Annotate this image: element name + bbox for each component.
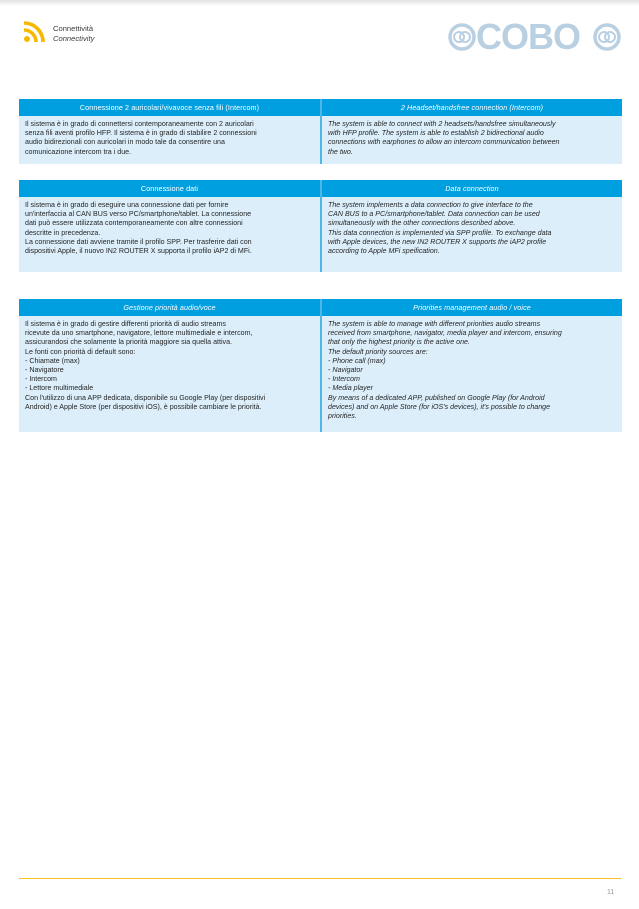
body-text-line: La connessione dati avviene tramite il profilo SPP. Per trasferire dati con	[25, 237, 252, 246]
body-text-line: Android) e Apple Store (per dispositivi iOS), è possibile cambiare le priorità.	[25, 402, 262, 411]
body-text-line: ricevute da uno smartphone, navigatore, lettore multimediale e intercom,	[25, 329, 253, 338]
body-text-line: the two.	[328, 147, 353, 156]
table-header-english: 2 Headset/handsfree connection (Intercom)	[320, 99, 622, 116]
body-text-line: - Lettore multimediale	[25, 384, 94, 393]
table-header-italian: Connessione 2 auricolari/vivavoce senza fili (Intercom)	[19, 99, 320, 116]
body-text-line: connections with earphones to allow an intercom communication between	[328, 138, 560, 147]
section-title	[53, 24, 94, 43]
body-text-line: dati può essere utilizzata contemporaneamente con altre connessioni	[25, 219, 243, 228]
body-text-line: audio bidirezionali con auricolari in modo tale da consentire una	[25, 138, 225, 147]
spec-table-data-connection	[19, 180, 622, 272]
body-text-line: CAN BUS to a PC/smartphone/tablet. Data connection can be used	[328, 210, 540, 219]
table-header-english: Priorities management audio / voice	[320, 299, 622, 316]
body-text-line: - Chiamate (max)	[25, 356, 80, 365]
table-body-english	[320, 197, 622, 272]
body-text-line: received from smartphone, navigator, media player and intercom, ensuring	[328, 329, 562, 338]
section-title-italian: Connettività	[53, 24, 94, 33]
body-text-line: un'interfaccia al CAN BUS verso PC/smartphone/tablet. La connessione	[25, 210, 252, 219]
body-text-line: By means of a dedicated APP, published on Google Play (for Android	[328, 393, 545, 402]
body-text-line: - Intercom	[328, 375, 360, 384]
table-header-italian: Connessione dati	[19, 180, 320, 197]
cobo-logo	[448, 16, 621, 57]
body-text-line: Il sistema è in grado di eseguire una connessione dati per fornire	[25, 201, 229, 209]
section-title-english: Connectivity	[53, 33, 95, 43]
body-text-line: Con l'utilizzo di una APP dedicata, disponibile su Google Play (per dispositivi	[25, 393, 266, 402]
table-body-italian	[19, 116, 320, 164]
body-text-line: Il sistema è in grado di gestire differenti priorità di audio streams	[25, 320, 226, 328]
body-text-line: assicurandosi che solamente la priorità maggiore sia quella attiva.	[25, 338, 233, 347]
logo-rings-left-icon	[448, 20, 476, 54]
body-text-line: - Intercom	[25, 375, 57, 384]
body-text-line: priorities.	[328, 412, 357, 421]
body-text-line: with Apple devices, the new IN2 ROUTER X supports the iAP2 profile	[328, 237, 547, 246]
table-body-english	[320, 316, 622, 432]
table-body-english	[320, 116, 622, 164]
table-header-italian: Gestione priorità audio/voce	[19, 299, 320, 316]
table-header-english: Data connection	[320, 180, 622, 197]
body-text-line: with HFP profile. The system is able to establish 2 bidirectional audio	[328, 129, 544, 138]
body-text-line: - Media player	[328, 384, 373, 393]
body-text-line: - Navigatore	[25, 366, 64, 375]
body-text-line: The system is able to manage with different priorities audio streams	[328, 320, 541, 328]
table-body-italian	[19, 316, 320, 432]
body-text-line: that only the highest priority is the active one.	[328, 338, 470, 347]
footer-rule	[19, 878, 621, 879]
body-text-line: descritte in precedenza.	[25, 228, 101, 237]
body-text-line: The system implements a data connection to give interface to the	[328, 201, 533, 209]
body-text-line: dispositivi Apple, il nuovo IN2 ROUTER X supporta il profilo iAP2 di MFi.	[25, 247, 252, 256]
spec-table-audio-priorities	[19, 299, 622, 432]
logo-wordmark: COBO	[476, 16, 580, 57]
body-text-line: comunicazione intercom tra i due.	[25, 147, 132, 156]
body-text-line: - Navigator	[328, 366, 363, 375]
body-text-line: according to Apple MFi speification.	[328, 247, 440, 256]
body-text-line: simultaneously with the other connections described above.	[328, 219, 516, 228]
body-text-line: This data connection is implemented via SPP profile. To exchange data	[328, 228, 552, 237]
body-text-line: The default priority sources are:	[328, 347, 428, 356]
spec-table-intercom	[19, 99, 622, 164]
body-text-line: senza fili aventi profilo HFP. Il sistema è in grado di stabilire 2 connessioni	[25, 129, 257, 138]
logo-rings-right-icon	[593, 20, 621, 54]
body-text-line: - Phone call (max)	[328, 356, 386, 365]
body-text-line: devices) and on Apple Store (for iOS's devices), it's possible to change	[328, 402, 551, 411]
body-text-line: Il sistema è in grado di connettersi contemporaneamente con 2 auricolari	[25, 120, 254, 128]
wifi-signal-icon	[23, 21, 45, 43]
page-number: 11	[607, 889, 615, 896]
body-text-line: Le fonti con priorità di default sono:	[25, 347, 136, 356]
table-body-italian	[19, 197, 320, 272]
page-top-shadow	[0, 0, 639, 6]
body-text-line: The system is able to connect with 2 headsets/handsfree simultaneously	[328, 120, 556, 128]
